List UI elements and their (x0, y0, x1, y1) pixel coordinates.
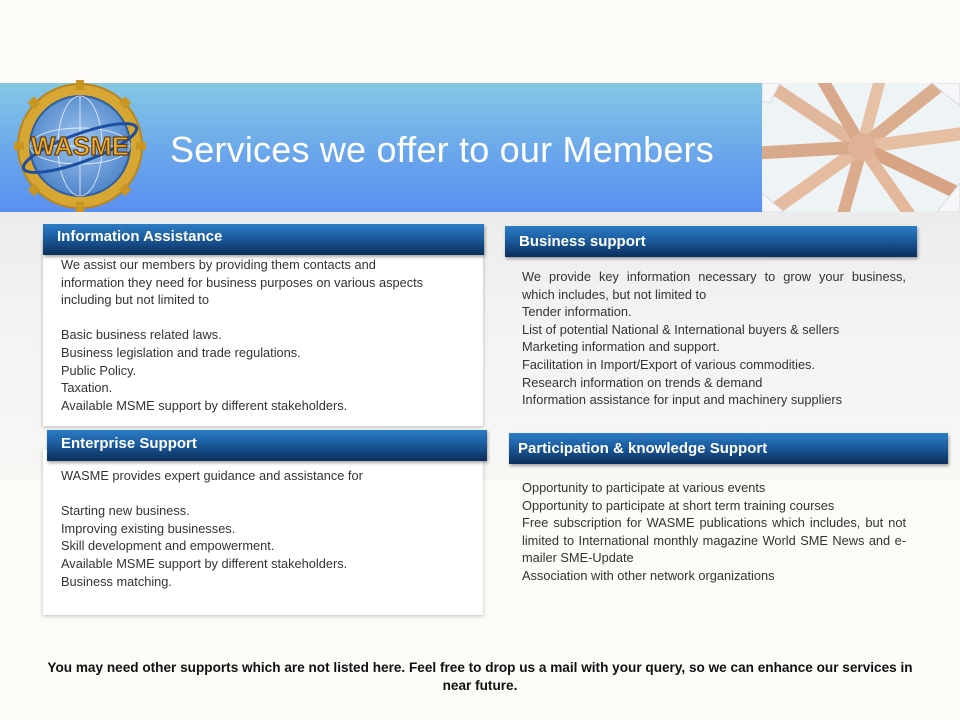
enterprise-intro: WASME provides expert guidance and assistance for (61, 468, 363, 483)
list-item: Business matching. (61, 573, 172, 589)
business-support-text (522, 268, 906, 409)
list-item: Skill development and empowerment. (61, 538, 275, 554)
info-assistance-header: Information Assistance (43, 224, 484, 255)
list-item: Opportunity to participate at short term training courses (522, 497, 835, 513)
wasme-logo (0, 80, 160, 212)
list-item: Marketing information and support. (522, 339, 720, 355)
list-item: Free subscription for WASME publications which includes, but not limited to International monthly magazine World SME News and e-mailer SME-Update (522, 515, 906, 566)
list-item: Tender information. (522, 304, 632, 320)
svg-text:WASME: WASME (30, 131, 130, 161)
list-item: Facilitation in Import/Export of various commodities. (522, 356, 816, 372)
list-item: Available MSME support by different stakeholders. (61, 555, 348, 571)
footer-note: You may need other supports which are not listed here. Feel free to drop us a mail with your query, so we can enhance our services in near future. (47, 660, 913, 693)
list-item: Information assistance for input and machinery suppliers (522, 392, 843, 408)
list-item: Business legislation and trade regulations. (61, 344, 301, 360)
list-item: Taxation. (61, 380, 113, 396)
list-item: Available MSME support by different stakeholders. (61, 397, 348, 413)
enterprise-support-header: Enterprise Support (47, 430, 487, 461)
list-item: Public Policy. (61, 362, 137, 378)
teamwork-hands-image (762, 83, 960, 212)
info-intro: We assist our members by providing them contacts and information they need for business purposes on various aspects including but not limited to (61, 257, 424, 308)
list-item: List of potential National & International buyers & sellers (522, 321, 840, 337)
business-support-header: Business support (505, 226, 917, 257)
page-title: Services we offer to our Members (170, 129, 714, 170)
list-item: Basic business related laws. (61, 327, 222, 343)
info-assistance-text (61, 256, 426, 414)
list-item: Association with other network organizations (522, 567, 775, 583)
list-item: Research information on trends & demand (522, 374, 763, 390)
list-item: Starting new business. (61, 503, 190, 519)
enterprise-support-text (61, 467, 461, 590)
list-item: Improving existing businesses. (61, 520, 236, 536)
list-item: Opportunity to participate at various events (522, 480, 766, 495)
participation-support-header: Participation & knowledge Support (509, 433, 948, 464)
list-item: We provide key information necessary to grow your business, which includes, but not limited to (522, 269, 906, 302)
participation-support-text (522, 479, 906, 585)
